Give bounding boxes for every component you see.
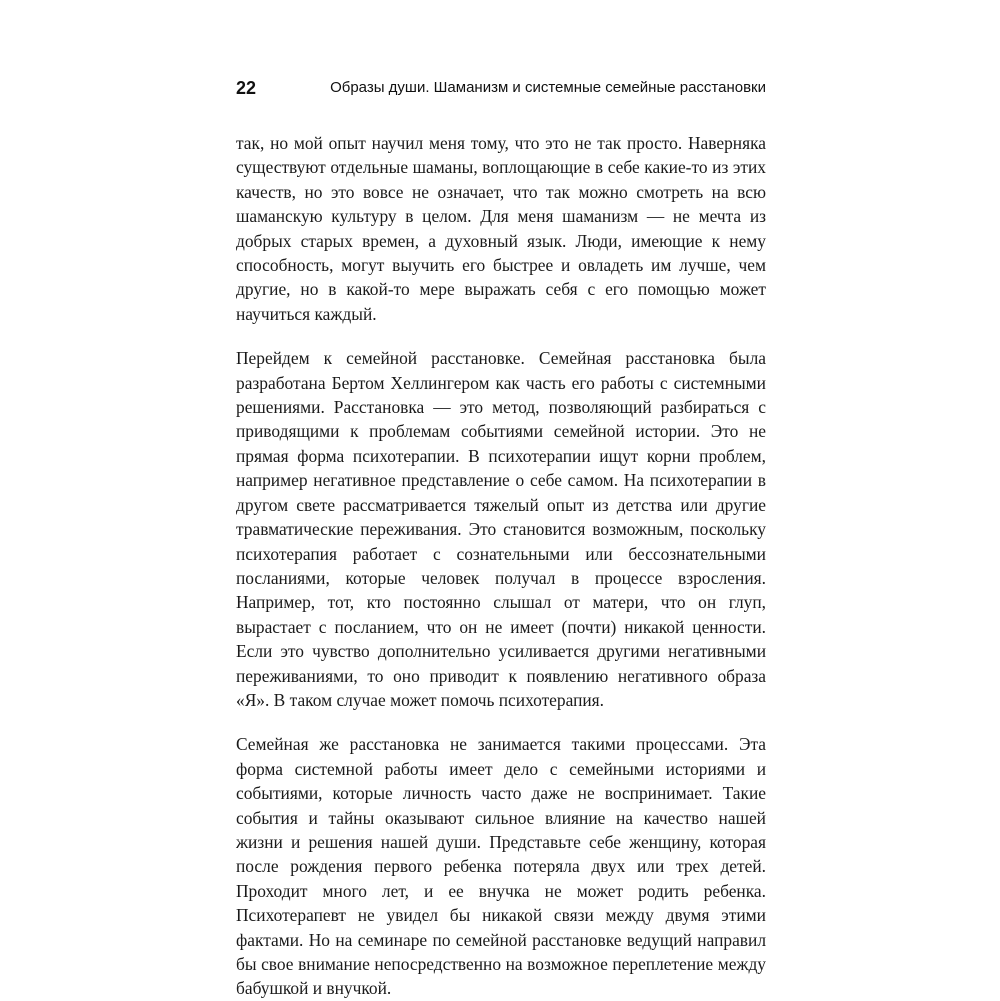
- chapter-title: Образы души. Шаманизм и системные семейные расстановки: [330, 79, 766, 96]
- running-header: [236, 76, 766, 102]
- paragraph-3: Семейная же расстановка не занимается такими процессами. Эта форма системной работы имеет дело с семейными историями и событиями, которые личность часто даже не воспринимает. Такие события и тайны оказывают сильное влияние на качество нашей жизни и решения нашей души. Представьте себе женщину, которая после рождения первого ребенка потеряла двух или трех детей. Проходит много лет, и ее внучка не может родить ребенка. Психотерапевт не увидел бы никакой связи между двумя этими фактами. Но на семинаре по семейной расстановке ведущий направил бы свое внимание непосредственно на возможное переплетение между бабушкой и внучкой.: [236, 734, 766, 999]
- paragraph-2: Перейдем к семейной расстановке. Семейная расстановка была разработана Бертом Хеллингером как часть его работы с системными решениями. Расстановка — это метод, позволяющий разбираться с приводящими к проблемам событиями семейной истории. Это не прямая форма психотерапии. В психотерапии ищут корни проблем, например негативное представление о себе самом. На психотерапии в другом свете рассматривается тяжелый опыт из детства или другие травматические переживания. Это становится возможным, поскольку психотерапия работает с сознательными или бессознательными посланиями, которые человек получал в процессе взросления. Например, тот, кто постоянно слышал от матери, что он глуп, вырастает с посланием, что он не имеет (почти) никакой ценности. Если это чувство дополнительно усиливается другими негативными переживаниями, то оно приводит к появлению негативного образа «Я». В таком случае может помочь психотерапия.: [236, 348, 766, 710]
- body-text: [236, 131, 766, 1001]
- page-number: 22: [236, 78, 257, 98]
- paragraph-1: так, но мой опыт научил меня тому, что это не так просто. Наверняка существуют отдельные шаманы, воплощающие в себе какие-то из этих качеств, но это вовсе не означает, что так можно смотреть на всю шаманскую культуру в целом. Для меня шаманизм — не мечта из добрых старых времен, а духовный язык. Люди, имеющие к нему способность, могут выучить его быстрее и овладеть им лучше, чем другие, но в какой-то мере выражать себя с его помощью может научиться каждый.: [236, 133, 766, 324]
